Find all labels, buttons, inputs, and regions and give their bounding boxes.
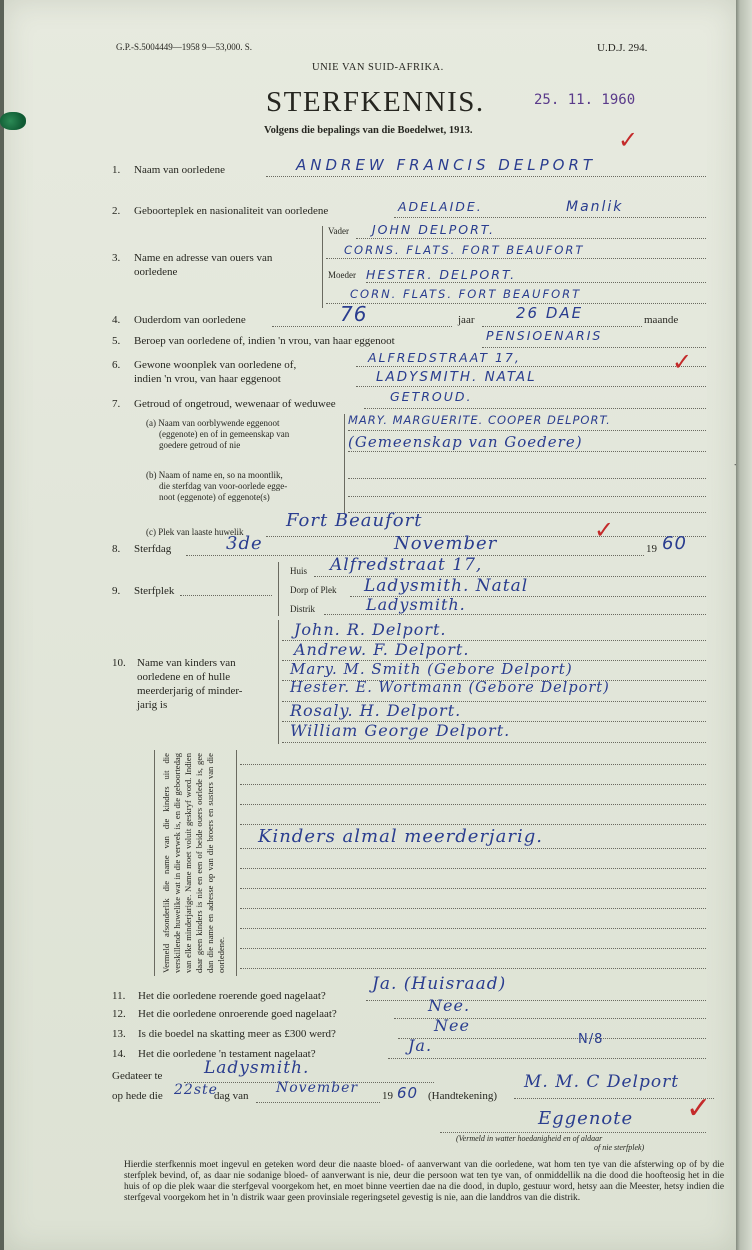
child-name: Rosaly. H. Delport. (290, 701, 462, 720)
dated-at-label: Gedateer te (112, 1070, 163, 1082)
extra-line (240, 848, 706, 849)
children-instruction-note (156, 752, 232, 974)
capacity-note-1: (Vermeld in watter hoedanigheid en of aldaar (456, 1134, 603, 1143)
green-ribbon-tie (0, 112, 26, 130)
blue-note: N/8 (578, 1032, 604, 1047)
field-7b-label-3: noot (eggenote) of eggenote(s) (159, 492, 270, 502)
red-check-icon: ✓ (594, 516, 615, 544)
dated-day-label: op hede die (112, 1090, 163, 1102)
extra-line (240, 908, 706, 909)
marriage-place: Fort Beaufort (286, 510, 423, 531)
vader-line (356, 238, 706, 239)
dated-year-prefix: 19 (382, 1090, 393, 1102)
signature: M. M. C Delport (524, 1072, 680, 1092)
field-4-line-2 (482, 326, 642, 327)
house-value: Alfredstraat 17, (330, 555, 483, 575)
distrik-line (324, 614, 706, 615)
union-heading: UNIE VAN SUID-AFRIKA. (312, 62, 444, 73)
field-6-number: 6. (112, 359, 121, 371)
moeder-label: Moeder (328, 270, 356, 280)
field-5-label: Beroep van oorledene of, indien 'n vrou, van haar eggenoot (134, 335, 395, 347)
field-13-label: Is die boedel na skatting meer as £300 werd? (138, 1028, 336, 1040)
field-7b-line-2 (348, 496, 706, 497)
field-2-line (394, 217, 706, 218)
immovable-property-value: Nee. (428, 996, 471, 1015)
vader-line-2 (326, 258, 706, 259)
children-note: Kinders almal meerderjarig. (258, 826, 543, 847)
capacity-note-2: of nie sterfplek) (594, 1143, 645, 1152)
field-3-label-1: Name en adresse van ouers van (134, 252, 273, 264)
spouse-bracket (344, 414, 345, 466)
field-10-label-4: jarig is (137, 699, 168, 711)
movable-property-value: Ja. (Huisraad) (372, 974, 507, 994)
residence-line-1: ALFREDSTRAAT 17, (368, 350, 521, 365)
child-name: John. R. Delport. (294, 620, 447, 639)
field-14-line (388, 1058, 706, 1059)
signature-label: (Handtekening) (428, 1090, 498, 1102)
extra-line (240, 824, 706, 825)
field-2-number: 2. (112, 205, 121, 217)
red-check-icon: ✓ (618, 126, 639, 154)
spouse-name: MARY. MARGUERITE. COOPER DELPORT. (348, 413, 611, 427)
child-name: William George Delport. (290, 721, 511, 740)
field-4-label: Ouderdom van oorledene (134, 314, 246, 326)
field-9-number: 9. (112, 585, 121, 597)
signature-line (514, 1098, 714, 1099)
form-code: U.D.J. 294. (597, 42, 648, 54)
field-1-number: 1. (112, 164, 121, 176)
field-6-label-2: indien 'n vrou, van haar eggenoot (134, 373, 281, 385)
death-year: 60 (662, 533, 687, 554)
field-9-leader (180, 595, 272, 596)
spouse-property-regime: (Gemeenskap van Goedere) (348, 433, 583, 451)
death-notice-form (4, 0, 736, 1250)
estate-value-answer: Nee (434, 1016, 470, 1035)
deathplace-bracket (278, 562, 279, 616)
field-11-label: Het die oorledene roerende goed nagelaat? (138, 990, 326, 1002)
age-days: 26 DAE (516, 304, 584, 322)
capacity-line (440, 1132, 706, 1133)
print-code: G.P.-S.5004449—1958 9—53,000. S. (116, 42, 253, 52)
residence-line-2: LADYSMITH. NATAL (376, 369, 537, 385)
district-value: Ladysmith. (366, 595, 466, 614)
former-spouse-bracket (344, 466, 345, 514)
birthplace-value: ADELAIDE. (398, 199, 483, 214)
dated-place: Ladysmith. (204, 1058, 310, 1078)
margin-mark: ∙ (734, 460, 737, 471)
field-4-number: 4. (112, 314, 121, 326)
dated-month-line (256, 1102, 380, 1103)
field-1-line (266, 176, 706, 177)
field-8-number: 8. (112, 543, 121, 555)
testament-answer: Ja. (408, 1036, 433, 1055)
extra-line (240, 968, 706, 969)
field-7b-label-2: die sterfdag van voor-oorlede egge- (159, 481, 288, 491)
occupation-value: PENSIOENARIS (486, 328, 603, 343)
field-4-line (272, 326, 452, 327)
child-name: Hester. E. Wortmann (Gebore Delport) (290, 680, 610, 696)
vader-label: Vader (328, 226, 349, 236)
field-6-label-1: Gewone woonplek van oorledene of, (134, 359, 297, 371)
field-5-number: 5. (112, 335, 121, 347)
mother-name: HESTER. DELPORT. (366, 267, 517, 282)
dated-month: November (276, 1080, 359, 1096)
field-2-label: Geboorteplek en nasionaliteit van oorledene (134, 205, 329, 217)
dorp-label: Dorp of Plek (290, 585, 337, 595)
maande-label: maande (644, 314, 679, 326)
field-7a-label-2: (eggenote) en of in gemeenskap van (159, 429, 290, 439)
father-address: CORNS. FLATS. FORT BEAUFORT (344, 243, 585, 257)
field-6-line-2 (356, 386, 706, 387)
death-month: November (394, 533, 498, 554)
field-7a-label-1: (a) Naam van oorblywende eggenoot (146, 418, 280, 428)
field-10-label-1: Name van kinders van (137, 657, 236, 669)
field-3-number: 3. (112, 252, 121, 264)
field-7b-label-1: (b) Naam of name en, so na moontlik, (146, 470, 283, 480)
footer-instructions: Hierdie sterfkennis moet ingevul en geteken word deur die naaste bloed- of aanverwant van die oorledene, wat hom ten tye van die afsterwing op of by die sterfplek bevind, of, as daar nie sodanige bloed- of aanverwant is nie, deur die persoon wat ten tye van, of onmiddellik na die dood die hoofteosig het in die huis of op die plek waar die sterfgeval voorgekom het, en moet binne veertien dae na die dood, in duplo, gestuur word, hetsy aan die Meester, hetsy indien die sterfgeval voorgekom het in 'n distrik waar geen provinsiale regeringsetel gevestig is nie, aan die landdros van die distrik. (124, 1160, 724, 1203)
dated-day: 22ste (174, 1082, 218, 1098)
deceased-name: ANDREW FRANCIS DELPORT (296, 156, 597, 174)
field-12-number: 12. (112, 1008, 126, 1020)
field-12-label: Het die oorledene onroerende goed nagelaat? (138, 1008, 337, 1020)
page-title: STERFKENNIS. (266, 86, 485, 118)
age-years: 76 (340, 302, 368, 326)
death-year-prefix: 19 (646, 543, 657, 555)
date-stamp: 25. 11. 1960 (534, 92, 636, 108)
dated-year: 60 (397, 1084, 419, 1102)
field-6-line (356, 366, 706, 367)
extra-line (240, 948, 706, 949)
field-7-label: Getroud of ongetroud, wewenaar of weduwee (134, 398, 336, 410)
mother-address: CORN. FLATS. FORT BEAUFORT (350, 287, 582, 301)
field-10-number: 10. (112, 657, 126, 669)
father-name: JOHN DELPORT. (372, 222, 495, 237)
field-3-label-2: oorledene (134, 266, 178, 278)
nationality-value: Manlik (566, 199, 624, 215)
extra-line (240, 784, 706, 785)
field-14-label: Het die oorledene 'n testament nagelaat? (138, 1048, 316, 1060)
children-bracket (278, 620, 279, 744)
dag-van-label: dag van (214, 1090, 249, 1102)
note-box-right (236, 750, 237, 976)
field-7b-line (348, 478, 706, 479)
field-7c-label: (c) Plek van laaste huwelik (146, 527, 244, 537)
marital-status-value: GETROUD. (390, 389, 473, 404)
moeder-line (366, 282, 706, 283)
page-subtitle: Volgens die bepalings van die Boedelwet, 1913. (264, 125, 473, 136)
red-check-icon: ✓ (686, 1091, 712, 1126)
child-line (282, 742, 706, 743)
distrik-label: Distrik (290, 604, 316, 614)
child-name: Mary. M. Smith (Gebore Delport) (290, 660, 573, 678)
field-13-number: 13. (112, 1028, 126, 1040)
note-box-left (154, 750, 155, 976)
extra-line (240, 928, 706, 929)
red-check-icon: ✓ (672, 348, 693, 376)
field-14-number: 14. (112, 1048, 126, 1060)
death-day: 3de (226, 533, 263, 554)
field-1-label: Naam van oorledene (134, 164, 226, 176)
children-instruction-text: Vermeld afsonderlik die name van die kinders uit die verskillende huwelike wat in die verwek is, en die geboortedag van elke minderjarige. Name moet voluit geskryf word. Indien daar geen kinders is nie en een of beide ouers oorlede is, gee dan die name en adresse op van die broers en susters van die oorledene. (161, 753, 226, 973)
field-7a-line-2 (348, 451, 706, 452)
signatory-capacity: Eggenote (538, 1108, 634, 1129)
extra-line (240, 888, 706, 889)
town-value: Ladysmith. Natal (364, 576, 529, 596)
field-9-label: Sterfplek (134, 585, 175, 597)
field-11-line (366, 1000, 706, 1001)
huis-label: Huis (290, 566, 308, 576)
extra-line (240, 804, 706, 805)
field-8-label: Sterfdag (134, 543, 172, 555)
field-7-line (364, 408, 706, 409)
field-10-label-2: oorledene en of hulle (137, 671, 231, 683)
extra-line (240, 868, 706, 869)
jaar-label: jaar (458, 314, 475, 326)
field-7a-line (348, 430, 706, 431)
field-10-label-3: meerderjarig of minder- (137, 685, 243, 697)
field-7-number: 7. (112, 398, 121, 410)
field-7a-label-3: goedere getroud of nie (159, 440, 241, 450)
parents-bracket (322, 226, 323, 308)
field-13-line (398, 1038, 706, 1039)
field-11-number: 11. (112, 990, 126, 1002)
child-name: Andrew. F. Delport. (294, 640, 470, 659)
extra-line (240, 764, 706, 765)
